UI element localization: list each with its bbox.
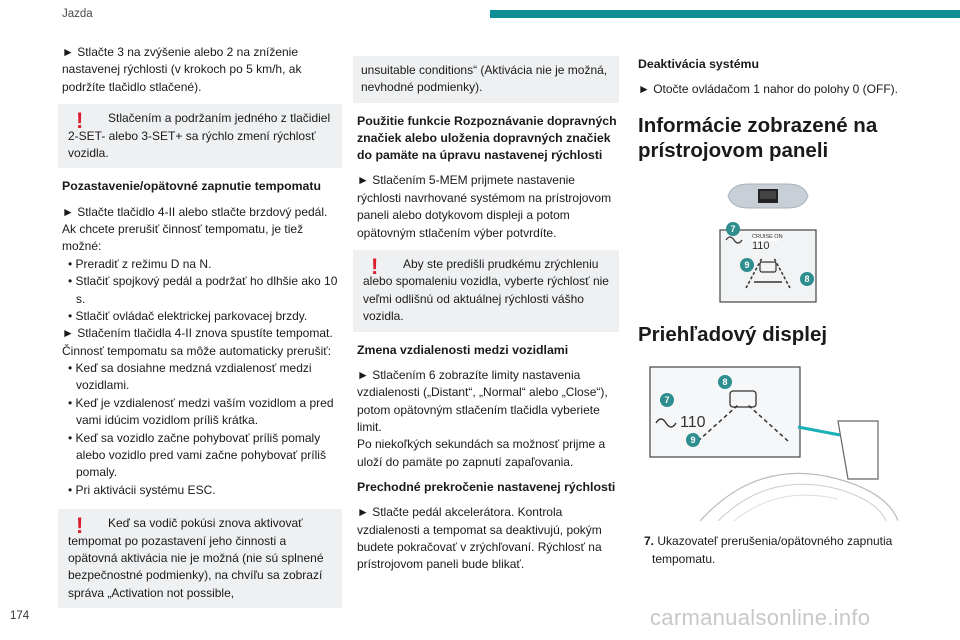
legend-number: 7. xyxy=(644,534,655,549)
heading-deactivation: Deaktivácia systému xyxy=(638,57,759,71)
hud-illustration xyxy=(638,361,898,521)
callout-9: 9 xyxy=(740,258,754,272)
paragraph-resume: ► Stlačením tlačidla 4-II znova spustíte tempomat. Činnosť tempomatu sa môže automaticky prerušiť: xyxy=(62,326,333,358)
callout-8: 8 xyxy=(718,375,732,389)
set-speed-value: 110 xyxy=(752,239,770,252)
warning-text: unsuitable conditions“ (Aktivácia nie je možná, nevhodné podmienky). xyxy=(361,63,608,95)
watermark-text: carmanualsonline.info xyxy=(650,605,871,630)
warning-text: Stlačením a podržaním jedného z tlačidiel 2-SET- alebo 3-SET+ sa rýchlo zmení rýchlosť vozidla. xyxy=(68,111,331,160)
paragraph-pause: ► Stlačte tlačidlo 4-II alebo stlačte brzdový pedál. Ak chcete prerušiť činnosť tempomatu, je tiež možné: xyxy=(62,204,328,254)
list-item: • Stlačiť spojkový pedál a podržať ho dlhšie ako 10 s. xyxy=(68,274,338,306)
hud-speed-value: 110 xyxy=(680,414,706,432)
warning-icon: ! xyxy=(76,513,84,539)
auto-pause-list xyxy=(62,360,342,499)
list-item: • Pri aktivácii systému ESC. xyxy=(68,482,216,497)
heading-distance: Zmena vzdialenosti medzi vozidlami xyxy=(357,342,569,357)
cruise-on-label: CRUISE ON xyxy=(752,233,783,240)
header-accent-bar xyxy=(490,10,960,18)
list-item: • Preradiť z režimu D na N. xyxy=(68,256,212,271)
callout-7: 7 xyxy=(660,393,674,407)
pause-options-list xyxy=(62,256,342,326)
column-1 xyxy=(62,44,342,618)
warning-box-quick-change xyxy=(58,104,342,168)
list-item: • Stlačiť ovládač elektrickej parkovacej brzdy. xyxy=(68,308,308,323)
column-2 xyxy=(357,44,619,582)
page-number: 174 xyxy=(10,610,30,622)
paragraph-mem: ► Stlačením 5-MEM prijmete nastavenie rýchlosti navrhované systémom na prístrojovom paneli alebo dotykovom displeji a potom opätovným stlačením výber potvrdíte. xyxy=(357,173,612,240)
legend-item-7 xyxy=(638,533,900,568)
callout-8: 8 xyxy=(800,272,814,286)
instrument-cluster-figure xyxy=(718,178,818,308)
section-title-instrument-panel: Informácie zobrazené na prístrojovom paneli xyxy=(638,113,878,163)
paragraph-deactivation: ► Otočte ovládačom 1 nahor do polohy 0 (OFF). xyxy=(638,82,898,97)
paragraph-speed-adjust: ► Stlačte 3 na zvýšenie alebo 2 na zníženie nastavenej rýchlosti (v krokoch po 5 km/h, ak podržíte tlačidlo stlačené). xyxy=(62,45,302,94)
warning-text: Aby ste predišli prudkému zrýchleniu alebo spomaleniu vozidla, vyberte rýchlosť nie veľmi odlišnú od aktuálnej rýchlosti vášho vozidla. xyxy=(363,256,609,324)
paragraph-distance: ► Stlačením 6 zobrazíte limity nastavenia vzdialenosti („Distant“, „Normal“ alebo „Close“), potom opätovným stlačením tlačidla vyberiete limit. xyxy=(357,367,608,434)
column-3 xyxy=(638,44,900,568)
section-title-hud: Priehľadový displej xyxy=(638,322,828,346)
warning-box-activation xyxy=(58,509,342,608)
list-item: • Keď je vzdialenosť medzi vaším vozidlom a pred vami idúcim vozidlom príliš krátka. xyxy=(68,395,334,428)
warning-icon: ! xyxy=(371,253,379,279)
callout-7: 7 xyxy=(726,222,740,236)
heading-pause-resume: Pozastavenie/opätovné zapnutie tempomatu xyxy=(62,179,321,194)
paragraph-override: ► Stlačte pedál akcelerátora. Kontrola vzdialenosti a tempomat sa deaktivujú, pokým budete pokračovať v zrýchľovaní. Rýchlosť na prístrojovom paneli bude blikať. xyxy=(357,505,602,572)
hud-figure xyxy=(638,361,898,521)
warning-text: Keď sa vodič pokúsi znova aktivovať tempomat po pozastavení jeho činnosti a opätovná aktivácia nie je možná (nie sú splnené bezpečnostné podmienky), na chvíľu sa zobrazí správa „Activation not possible, xyxy=(68,516,324,600)
page-header-title: Jazda xyxy=(62,8,93,20)
callout-9: 9 xyxy=(686,433,700,447)
paragraph-distance-memory: Po niekoľkých sekundách sa možnosť prijme a uloží do pamäte po zapnutí zapaľovania. xyxy=(357,437,606,469)
list-item: • Keď sa dosiahne medzná vzdialenosť medzi vozidlami. xyxy=(68,361,312,393)
warning-box-continued xyxy=(353,56,619,103)
heading-override: Prechodné prekročenie nastavenej rýchlosti xyxy=(357,480,616,495)
warning-icon: ! xyxy=(76,108,84,134)
warning-box-acceleration xyxy=(353,250,619,332)
legend-text: Ukazovateľ prerušenia/opätovného zapnutia tempomatu. xyxy=(652,534,893,566)
heading-sign-recognition: Použitie funkcie Rozpoznávanie dopravných značiek alebo uloženia dopravných značiek do pamäte na úpravu nastavenej rýchlosti xyxy=(357,113,617,163)
list-item: • Keď sa vozidlo začne pohybovať príliš pomaly alebo vozidlo pred vami začne pohybovať príliš pomaly. xyxy=(68,430,326,480)
